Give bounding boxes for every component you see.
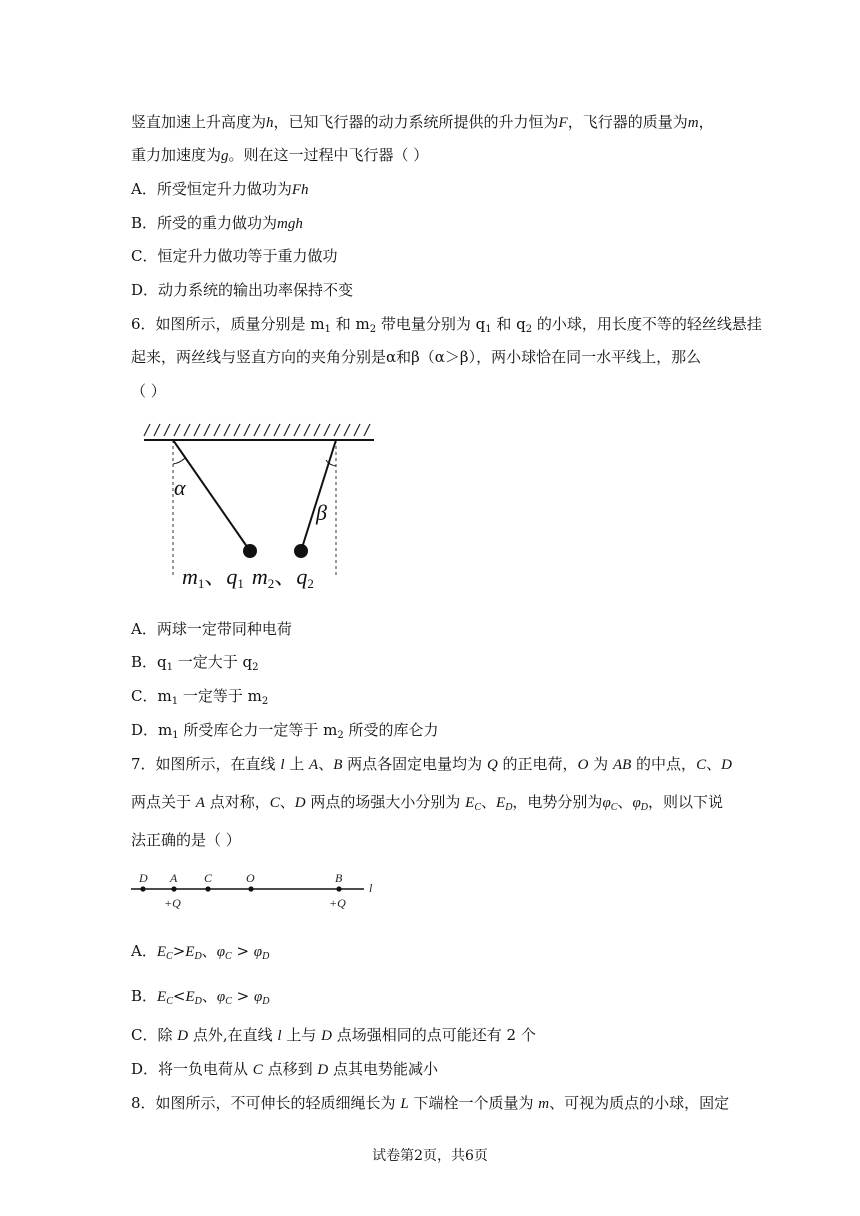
ball-labels: m1、q1 m2、q2 [182, 564, 314, 591]
q5-stem-line2: 重力加速度为g。则在这一过程中飞行器（ ） [131, 146, 429, 164]
label-d: D [139, 871, 148, 885]
q7-option-b: B．$E_C<E_D$、$\varphi_C > \varphi_D$ [131, 987, 270, 1007]
q8-stem-line1: 8．如图所示，不可伸长的轻质细绳长为 L 下端栓一个质量为 m、可视为质点的小球，固定 [131, 1094, 730, 1112]
point-c [205, 886, 210, 891]
label-a: A [170, 871, 178, 885]
alpha-label: α [174, 475, 186, 500]
page-footer: 试卷第2页，共6页 [372, 1148, 488, 1164]
q7-line-figure [128, 868, 384, 920]
beta-label: β [316, 500, 327, 525]
q7-stem-line3: 法正确的是（ ） [131, 831, 241, 849]
angle-arc-alpha [173, 458, 185, 464]
q7-stem-line1: 7．如图所示，在直线 l 上 A、B 两点各固定电量均为 Q 的正电荷，O 为 AB 的中点，C、D [131, 755, 732, 773]
point-o [248, 886, 253, 891]
q7-option-a: A．$E_C>E_D$、$\varphi_C > \varphi_D$ [131, 942, 270, 962]
q6-option-b: B．$q_1$ 一定大于 $q_2$ [131, 653, 259, 673]
point-a [171, 886, 176, 891]
label-b: B [335, 871, 343, 885]
ceiling-hatching [144, 424, 370, 436]
q6-option-c: C．$m_1$ 一定等于 $m_2$ [131, 687, 269, 707]
label-o: O [246, 871, 255, 885]
q5-stem-line1: 竖直加速上升高度为h，已知飞行器的动力系统所提供的升力恒为F，飞行器的质量为m， [131, 113, 714, 131]
q6-stem-line3: （ ） [131, 382, 166, 400]
string-right [301, 440, 336, 551]
ball-1 [243, 544, 257, 558]
point-d [140, 886, 145, 891]
q6-stem-line2: 起来，两丝线与竖直方向的夹角分别是α和β（α＞β），两小球恰在同一水平线上，那么 [131, 348, 702, 366]
charge-a: +Q [164, 896, 181, 910]
q6-stem-line1: 6．如图所示，质量分别是 $m_1$ 和 $m_2$ 带电量分别为 $q_1$ 和 $q_2$ 的小球，用长度不等的轻丝线悬挂 [131, 315, 762, 335]
point-b [336, 886, 341, 891]
q5-option-c: C．恒定升力做功等于重力做功 [131, 247, 338, 265]
label-c: C [204, 871, 213, 885]
q5-option-d: D．动力系统的输出功率保持不变 [131, 281, 354, 299]
ball-2 [294, 544, 308, 558]
q7-option-c: C．除 D 点外,在直线 l 上与 D 点场强相同的点可能还有 2 个 [131, 1026, 536, 1044]
q7-option-d: D．将一负电荷从 C 点移到 D 点其电势能减小 [131, 1060, 438, 1078]
charge-b: +Q [329, 896, 346, 910]
q6-pendulum-figure [140, 420, 380, 592]
q5-option-a: A．所受恒定升力做功为Fh [131, 180, 309, 198]
q5-option-b: B．所受的重力做功为mgh [131, 214, 303, 232]
q6-option-d: D．$m_1$ 所受库仑力一定等于 $m_2$ 所受的库仑力 [131, 721, 439, 741]
label-l: l [369, 881, 373, 895]
q7-stem-line2: 两点关于 A 点对称，C、D 两点的场强大小分别为 $E_C$、$E_D$，电势分别为$\varphi_C$、$\varphi_D$，则以下说 [131, 793, 723, 813]
q6-option-a: A．两球一定带同种电荷 [131, 620, 292, 638]
